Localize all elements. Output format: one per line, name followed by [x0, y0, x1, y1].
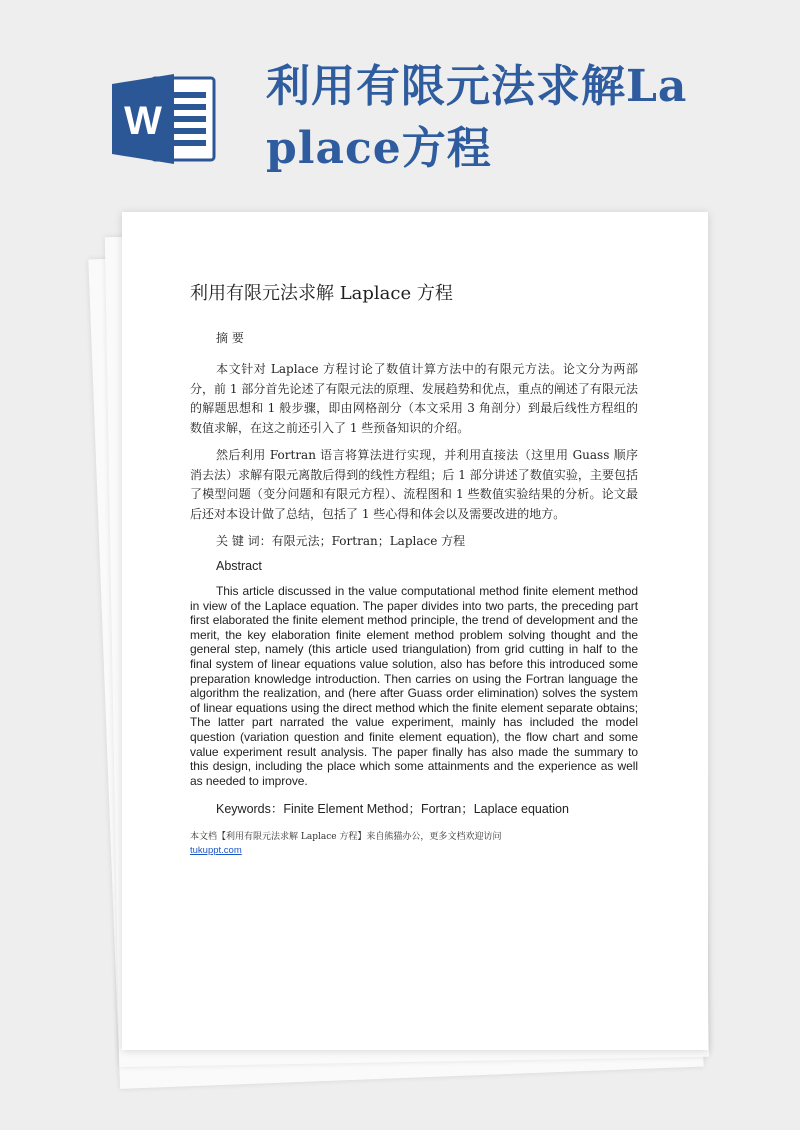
keywords-cn: 关 键 词：有限元法；Fortran；Laplace 方程 — [216, 534, 466, 548]
document-title: 利用有限元法求解 Laplace 方程 — [190, 283, 453, 304]
page-title-line-2: place方程 — [266, 123, 492, 174]
abstract-cn-paragraph-1: 本文针对 Laplace 方程讨论了数值计算方法中的有限元方法。论文分为两部分，前 1 部分首先论述了有限元法的原理、发展趋势和优点，重点的阐述了有限元法的解题思想和 1 般步骤，即由网格剖分（本文采用 3 角剖分）到最后线性方程组的数值求解，在这之前还引入了 1 些预备知识的介绍。 — [190, 362, 638, 435]
word-logo-icon — [112, 74, 216, 164]
document-body — [190, 280, 638, 857]
abstract-cn-heading: 摘 要 — [216, 331, 244, 345]
page-title-line-1: 利用有限元法求解La — [266, 61, 688, 112]
abstract-en-paragraph: This article discussed in the value computational method finite element method in view of the Laplace equation. The paper divides into two parts, the preceding part first elaborated the finite element method principle, the trend of development and the merit, the key elaboration finite element method problem solving thought and the general step, namely (this article used triangulation) from grid cutting in half to the final system of linear equations value solution, also has before this introduced some preparation knowledge introduction. Then carries on using the Fortran language the algorithm the realization, and (here after Guass order elimination) solves the system of linear equations using the direct method which the finite element separate obtains; The latter part narrated the value experiment, mainly has included the model question (variation question and finite element equation), the flow chart and some value experiment result analysis. The paper finally has also made the summary to this design, including the place which some attainments and the experience as well as needed to improve. — [190, 584, 638, 788]
source-link[interactable]: tukuppt.com — [190, 845, 242, 857]
source-note: 本文档【利用有限元法求解 Laplace 方程】来自熊猫办公，更多文档欢迎访问 — [190, 832, 502, 843]
keywords-en: Keywords：Finite Element Method；Fortran；Laplace equation — [216, 802, 569, 817]
abstract-cn-paragraph-2: 然后利用 Fortran 语言将算法进行实现，并利用直接法（这里用 Guass 顺序消去法）求解有限元离散后得到的线性方程组；后 1 部分讲述了数值实验，主要包括了模型问题（变分问题和有限元方程）、流程图和 1 些数值实验结果的分析。论文最后还对本设计做了总结，包括了 1 些心得和体会以及需要改进的地方。 — [190, 448, 638, 521]
word-logo-letter: W — [124, 99, 162, 143]
page-title — [266, 56, 786, 180]
abstract-en-heading: Abstract — [216, 559, 262, 573]
